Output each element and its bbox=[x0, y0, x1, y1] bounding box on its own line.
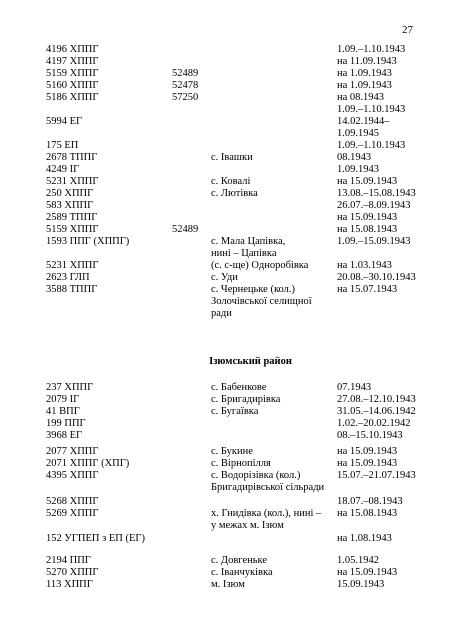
date-range: на 1.09.1943 bbox=[337, 80, 392, 91]
date-range: 1.09.–15.09.1943 bbox=[337, 236, 411, 247]
location: с. Івашки bbox=[211, 152, 253, 163]
date-range: 26.07.–8.09.1943 bbox=[337, 200, 411, 211]
hospital-unit: 4196 ХППГ bbox=[46, 44, 99, 55]
location: с. Довгеньке bbox=[211, 555, 268, 566]
date-range: 14.02.1944– bbox=[337, 116, 390, 127]
hospital-unit: 41 ВПГ bbox=[46, 406, 80, 417]
location: с. Мала Цапівка, bbox=[211, 236, 286, 247]
date-range: 07.1943 bbox=[337, 382, 372, 393]
location: (с. с-ще) Одноробівка bbox=[211, 260, 309, 271]
location: х. Гнидівка (кол.), нині – bbox=[211, 508, 322, 519]
hospital-unit: 5160 ХППГ bbox=[46, 80, 99, 91]
hospital-unit: 5270 ХППГ bbox=[46, 567, 99, 578]
date-range: на 15.09.1943 bbox=[337, 567, 398, 578]
hospital-unit: 5994 ЕГ bbox=[46, 116, 83, 127]
hospital-unit: 3588 ТППГ bbox=[46, 284, 98, 295]
date-range: 08.1943 bbox=[337, 152, 372, 163]
hospital-unit: 5159 ХППГ bbox=[46, 224, 99, 235]
date-range: на 1.03.1943 bbox=[337, 260, 392, 271]
field-post-number: 52478 bbox=[172, 80, 199, 91]
location: с. Водорізівка (кол.) bbox=[211, 470, 301, 481]
hospital-unit: 199 ППГ bbox=[46, 418, 86, 429]
hospital-unit: 3968 ЕГ bbox=[46, 430, 83, 441]
location: м. Ізюм bbox=[211, 579, 245, 590]
hospital-unit: 5269 ХППГ bbox=[46, 508, 99, 519]
hospital-unit: 4395 ХППГ bbox=[46, 470, 99, 481]
location: ради bbox=[211, 308, 232, 319]
date-range: 31.05.–14.06.1942 bbox=[337, 406, 416, 417]
date-range: 18.07.–08.1943 bbox=[337, 496, 403, 507]
section-heading bbox=[0, 356, 453, 367]
hospital-unit: 237 ХППГ bbox=[46, 382, 94, 393]
location: с. Бабенкове bbox=[211, 382, 267, 393]
date-range: 1.09.1945 bbox=[337, 128, 379, 139]
date-range: на 1.09.1943 bbox=[337, 68, 392, 79]
page-number: 27 bbox=[402, 24, 413, 36]
hospital-unit: 2589 ТППГ bbox=[46, 212, 98, 223]
date-range: 1.05.1942 bbox=[337, 555, 379, 566]
hospital-unit: 2678 ТППГ bbox=[46, 152, 98, 163]
location: с. Бригадирівка bbox=[211, 394, 281, 405]
date-range: 20.08.–30.10.1943 bbox=[337, 272, 416, 283]
hospital-unit: 2623 ГЛП bbox=[46, 272, 90, 283]
date-range: на 15.07.1943 bbox=[337, 284, 398, 295]
section-heading-text: Ізюмський район bbox=[209, 356, 292, 367]
location: с. Чернецьке (кол.) bbox=[211, 284, 295, 295]
date-range: 13.08.–15.08.1943 bbox=[337, 188, 416, 199]
hospital-unit: 175 ЕП bbox=[46, 140, 79, 151]
field-post-number: 52489 bbox=[172, 68, 199, 79]
hospital-unit: 2194 ППГ bbox=[46, 555, 91, 566]
field-post-number: 52489 bbox=[172, 224, 199, 235]
location: с. Ковалі bbox=[211, 176, 251, 187]
date-range: 1.02.–20.02.1942 bbox=[337, 418, 411, 429]
hospital-unit: 2077 ХППГ bbox=[46, 446, 99, 457]
hospital-unit: 4249 ІГ bbox=[46, 164, 80, 175]
date-range: на 15.08.1943 bbox=[337, 224, 398, 235]
location: с. Бугаївка bbox=[211, 406, 259, 417]
location: нині – Цапівка bbox=[211, 248, 277, 259]
date-range: на 15.08.1943 bbox=[337, 508, 398, 519]
date-range: на 15.09.1943 bbox=[337, 176, 398, 187]
hospital-unit: 250 ХППГ bbox=[46, 188, 94, 199]
date-range: на 15.09.1943 bbox=[337, 212, 398, 223]
hospital-unit: 2079 ІГ bbox=[46, 394, 80, 405]
location: Золочівської селищної bbox=[211, 296, 312, 307]
location: Бригадирівської сільради bbox=[211, 482, 325, 493]
hospital-unit: 5186 ХППГ bbox=[46, 92, 99, 103]
date-range: 1.09.–1.10.1943 bbox=[337, 140, 406, 151]
date-range: на 08.1943 bbox=[337, 92, 385, 103]
date-range: 1.09.–1.10.1943 bbox=[337, 104, 406, 115]
date-range: 1.09.1943 bbox=[337, 164, 379, 175]
hospital-unit: 2071 ХППГ (ХПГ) bbox=[46, 458, 130, 469]
hospital-unit: 5268 ХППГ bbox=[46, 496, 99, 507]
hospital-unit: 5231 ХППГ bbox=[46, 176, 99, 187]
location: с. Уди bbox=[211, 272, 238, 283]
date-range: 08.–15.10.1943 bbox=[337, 430, 403, 441]
hospital-unit: 583 ХППГ bbox=[46, 200, 94, 211]
hospital-unit: 113 ХППГ bbox=[46, 579, 93, 590]
date-range: на 15.09.1943 bbox=[337, 458, 398, 469]
hospital-unit: 5159 ХППГ bbox=[46, 68, 99, 79]
hospital-unit: 4197 ХППГ bbox=[46, 56, 99, 67]
date-range: 15.09.1943 bbox=[337, 579, 385, 590]
date-range: на 11.09.1943 bbox=[337, 56, 397, 67]
date-range: 15.07.–21.07.1943 bbox=[337, 470, 416, 481]
location: с. Лютівка bbox=[211, 188, 258, 199]
date-range: на 15.09.1943 bbox=[337, 446, 398, 457]
date-range: 1.09.–1.10.1943 bbox=[337, 44, 406, 55]
hospital-unit: 5231 ХППГ bbox=[46, 260, 99, 271]
location: с. Вірнопілля bbox=[211, 458, 271, 469]
hospital-unit: 1593 ППГ (ХППГ) bbox=[46, 236, 130, 247]
date-range: 27.08.–12.10.1943 bbox=[337, 394, 416, 405]
date-range: на 1.08.1943 bbox=[337, 533, 392, 544]
location: с. Букине bbox=[211, 446, 253, 457]
location: у межах м. Ізюм bbox=[211, 520, 284, 531]
hospital-unit: 152 УГПЕП з ЕП (ЕГ) bbox=[46, 533, 145, 544]
location: с. Іванчуківка bbox=[211, 567, 273, 578]
field-post-number: 57250 bbox=[172, 92, 199, 103]
